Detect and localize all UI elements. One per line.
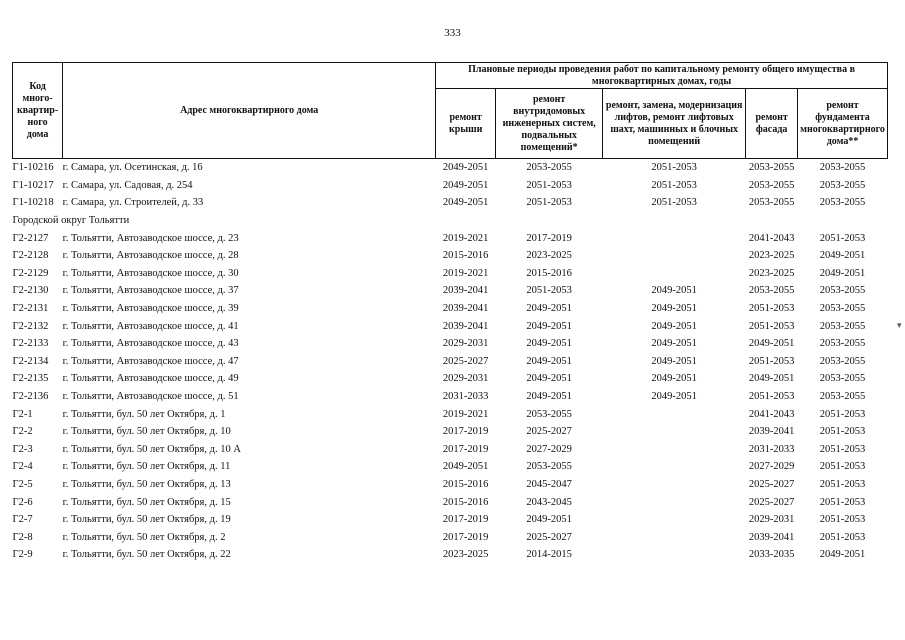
cell-roof: 2019-2021 xyxy=(442,267,489,279)
table-row xyxy=(13,300,888,318)
header-engineering: ремонт внутридомовых инженерных систем, подвальных помещений* xyxy=(496,89,603,159)
cell-engineering: 2014-2015 xyxy=(526,549,572,561)
cell-roof: 2039-2041 xyxy=(442,303,489,315)
cell-foundation: 2051-2053 xyxy=(819,443,866,455)
cell-foundation: 2049-2051 xyxy=(819,549,866,561)
cell-foundation: 2051-2053 xyxy=(819,232,866,244)
cell-facade: 2023-2025 xyxy=(748,250,795,262)
cell-facade: 2049-2051 xyxy=(748,338,795,350)
cell-roof: 2017-2019 xyxy=(442,514,489,526)
cell-foundation: 2053-2055 xyxy=(819,179,866,191)
cell-engineering: 2049-2051 xyxy=(526,514,572,526)
cell-roof: 2039-2041 xyxy=(442,320,489,332)
cell-address: г. Самара, ул. Садовая, д. 254 xyxy=(62,179,193,191)
cell-address: г. Тольятти, бул. 50 лет Октября, д. 1 xyxy=(62,408,226,420)
header-facade: ремонт фасада xyxy=(746,89,798,159)
cell-engineering: 2027-2029 xyxy=(526,443,572,455)
cell-engineering: 2049-2051 xyxy=(526,320,572,332)
table-row xyxy=(13,370,888,388)
cell-code: Г2-6 xyxy=(12,496,33,508)
cell-engineering: 2049-2051 xyxy=(526,391,572,403)
group-label: Городской округ Тольятти xyxy=(12,215,130,227)
cell-engineering: 2051-2053 xyxy=(526,197,572,209)
cell-elevators: 2049-2051 xyxy=(651,303,697,315)
cell-elevators: 2049-2051 xyxy=(651,320,697,332)
cell-address: г. Тольятти, Автозаводское шоссе, д. 41 xyxy=(62,320,239,332)
cell-elevators: 2049-2051 xyxy=(651,338,697,350)
cell-engineering: 2053-2055 xyxy=(526,408,572,420)
cell-roof: 2017-2019 xyxy=(442,426,489,438)
repair-schedule-table xyxy=(12,62,888,564)
cell-foundation: 2053-2055 xyxy=(819,162,866,174)
table-row xyxy=(13,335,888,353)
cell-address: г. Тольятти, бул. 50 лет Октября, д. 10 А xyxy=(62,443,241,455)
cell-facade: 2033-2035 xyxy=(748,549,795,561)
cell-address: г. Тольятти, Автозаводское шоссе, д. 30 xyxy=(62,267,239,279)
cell-elevators xyxy=(603,229,746,247)
cell-roof: 2023-2025 xyxy=(442,549,489,561)
cell-code: Г2-2128 xyxy=(12,250,49,262)
table-row xyxy=(13,159,888,177)
cell-code: Г2-2134 xyxy=(12,355,49,367)
cell-facade: 2053-2055 xyxy=(748,162,795,174)
header-roof: ремонт крыши xyxy=(436,89,496,159)
cell-foundation: 2051-2053 xyxy=(819,478,866,490)
cell-elevators xyxy=(603,476,746,494)
cell-facade: 2053-2055 xyxy=(748,179,795,191)
cell-engineering: 2025-2027 xyxy=(526,531,572,543)
cell-foundation: 2053-2055 xyxy=(819,285,866,297)
cell-foundation: 2051-2053 xyxy=(819,461,866,473)
cell-address: г. Тольятти, бул. 50 лет Октября, д. 11 xyxy=(62,461,231,473)
cell-code: Г2-5 xyxy=(12,478,33,490)
table-row xyxy=(13,423,888,441)
cell-address: г. Самара, ул. Строителей, д. 33 xyxy=(62,197,204,209)
cell-facade: 2053-2055 xyxy=(748,197,795,209)
cell-address: г. Тольятти, Автозаводское шоссе, д. 47 xyxy=(62,355,239,367)
cell-foundation: 2053-2055 xyxy=(819,373,866,385)
table-row xyxy=(13,528,888,546)
table-row xyxy=(13,317,888,335)
cell-roof: 2015-2016 xyxy=(442,250,489,262)
cell-address: г. Тольятти, бул. 50 лет Октября, д. 2 xyxy=(62,531,226,543)
cell-foundation: 2049-2051 xyxy=(819,250,866,262)
cell-code: Г2-4 xyxy=(12,461,33,473)
table-row xyxy=(13,441,888,459)
cell-foundation: 2051-2053 xyxy=(819,531,866,543)
cell-roof: 2025-2027 xyxy=(442,355,489,367)
table-row xyxy=(13,247,888,265)
cell-facade: 2027-2029 xyxy=(748,461,795,473)
cell-engineering: 2015-2016 xyxy=(526,267,572,279)
cell-elevators: 2051-2053 xyxy=(651,179,697,191)
cell-foundation: 2051-2053 xyxy=(819,514,866,526)
cell-code: Г2-2127 xyxy=(12,232,49,244)
cell-roof: 2049-2051 xyxy=(442,162,489,174)
cell-code: Г2-7 xyxy=(12,514,33,526)
cell-elevators xyxy=(603,493,746,511)
cell-code: Г2-8 xyxy=(12,531,33,543)
cell-facade: 2031-2033 xyxy=(748,443,795,455)
cell-elevators xyxy=(603,458,746,476)
table-row xyxy=(13,476,888,494)
cell-foundation: 2051-2053 xyxy=(819,496,866,508)
cell-facade: 2029-2031 xyxy=(748,514,795,526)
cell-elevators xyxy=(603,423,746,441)
cell-foundation: 2049-2051 xyxy=(819,267,866,279)
cell-address: г. Тольятти, бул. 50 лет Октября, д. 15 xyxy=(62,496,231,508)
cell-roof: 2049-2051 xyxy=(442,461,489,473)
cell-code: Г2-2133 xyxy=(12,338,49,350)
cell-roof: 2019-2021 xyxy=(442,408,489,420)
cell-engineering: 2049-2051 xyxy=(526,338,572,350)
cell-facade: 2053-2055 xyxy=(748,285,795,297)
cell-code: Г2-9 xyxy=(12,549,33,561)
cell-facade: 2041-2043 xyxy=(748,408,795,420)
table-row xyxy=(13,194,888,212)
header-elevators: ремонт, замена, модернизация лифтов, ремонт лифтовых шахт, машинных и блочных помещений xyxy=(603,89,746,159)
page-number: 333 xyxy=(444,27,461,39)
cell-engineering: 2053-2055 xyxy=(526,461,572,473)
cell-facade: 2051-2053 xyxy=(748,355,795,367)
cell-facade: 2051-2053 xyxy=(748,391,795,403)
cell-elevators: 2049-2051 xyxy=(651,391,697,403)
cell-code: Г1-10218 xyxy=(12,197,54,209)
cell-foundation: 2051-2053 xyxy=(819,426,866,438)
cell-roof: 2039-2041 xyxy=(442,285,489,297)
cell-roof: 2049-2051 xyxy=(442,179,489,191)
cell-address: г. Тольятти, Автозаводское шоссе, д. 23 xyxy=(62,232,239,244)
cell-elevators xyxy=(603,511,746,529)
cell-facade: 2041-2043 xyxy=(748,232,795,244)
cell-elevators xyxy=(603,405,746,423)
cell-code: Г2-2 xyxy=(12,426,33,438)
table-row xyxy=(13,511,888,529)
cell-address: г. Тольятти, Автозаводское шоссе, д. 28 xyxy=(62,250,239,262)
cell-code: Г1-10216 xyxy=(12,162,54,174)
cell-code: Г2-2130 xyxy=(12,285,49,297)
cell-foundation: 2053-2055 xyxy=(819,338,866,350)
cell-engineering: 2049-2051 xyxy=(526,355,572,367)
scan-mark: ▾ xyxy=(897,320,902,330)
header-address: Адрес многоквартирного дома xyxy=(63,63,436,159)
cell-code: Г2-2132 xyxy=(12,320,49,332)
cell-engineering: 2049-2051 xyxy=(526,303,572,315)
cell-foundation: 2053-2055 xyxy=(819,355,866,367)
cell-facade: 2023-2025 xyxy=(748,267,795,279)
cell-foundation: 2053-2055 xyxy=(819,320,866,332)
cell-code: Г2-3 xyxy=(12,443,33,455)
table-row xyxy=(13,353,888,371)
cell-elevators: 2051-2053 xyxy=(651,197,697,209)
cell-engineering: 2045-2047 xyxy=(526,478,572,490)
cell-facade: 2049-2051 xyxy=(748,373,795,385)
cell-foundation: 2053-2055 xyxy=(819,391,866,403)
cell-address: г. Тольятти, бул. 50 лет Октября, д. 10 xyxy=(62,426,231,438)
cell-engineering: 2025-2027 xyxy=(526,426,572,438)
cell-engineering: 2051-2053 xyxy=(526,179,572,191)
cell-address: г. Тольятти, Автозаводское шоссе, д. 49 xyxy=(62,373,239,385)
table-body xyxy=(13,159,888,564)
cell-address: г. Тольятти, Автозаводское шоссе, д. 39 xyxy=(62,303,239,315)
cell-roof: 2029-2031 xyxy=(442,338,489,350)
cell-engineering: 2049-2051 xyxy=(526,373,572,385)
table-row xyxy=(13,388,888,406)
cell-code: Г2-2136 xyxy=(12,391,49,403)
table-row xyxy=(13,458,888,476)
cell-roof: 2017-2019 xyxy=(442,531,489,543)
cell-address: г. Тольятти, бул. 50 лет Октября, д. 19 xyxy=(62,514,231,526)
cell-roof: 2015-2016 xyxy=(442,478,489,490)
cell-elevators: 2049-2051 xyxy=(651,355,697,367)
table-row xyxy=(13,282,888,300)
cell-code: Г1-10217 xyxy=(12,179,54,191)
cell-address: г. Тольятти, Автозаводское шоссе, д. 51 xyxy=(62,391,239,403)
cell-roof: 2049-2051 xyxy=(442,197,489,209)
cell-foundation: 2053-2055 xyxy=(819,197,866,209)
cell-facade: 2051-2053 xyxy=(748,320,795,332)
cell-roof: 2031-2033 xyxy=(442,391,489,403)
cell-facade: 2051-2053 xyxy=(748,303,795,315)
header-foundation: ремонт фундамента многоквартирного дома** xyxy=(798,89,888,159)
table-row xyxy=(13,405,888,423)
cell-engineering: 2053-2055 xyxy=(526,162,572,174)
cell-roof: 2015-2016 xyxy=(442,496,489,508)
cell-facade: 2039-2041 xyxy=(748,531,795,543)
cell-foundation: 2051-2053 xyxy=(819,408,866,420)
cell-engineering: 2023-2025 xyxy=(526,250,572,262)
cell-elevators xyxy=(603,441,746,459)
cell-engineering: 2017-2019 xyxy=(526,232,572,244)
cell-facade: 2025-2027 xyxy=(748,496,795,508)
cell-elevators: 2049-2051 xyxy=(651,285,697,297)
table-row xyxy=(13,546,888,564)
cell-elevators xyxy=(603,528,746,546)
table-row xyxy=(13,177,888,195)
cell-roof: 2017-2019 xyxy=(442,443,489,455)
cell-code: Г2-2131 xyxy=(12,303,49,315)
cell-address: г. Самара, ул. Осетинская, д. 16 xyxy=(62,162,203,174)
cell-code: Г2-2129 xyxy=(12,267,49,279)
cell-roof: 2019-2021 xyxy=(442,232,489,244)
header-code: Код много-квартир-ного дома xyxy=(13,63,63,159)
cell-engineering: 2043-2045 xyxy=(526,496,572,508)
cell-foundation: 2053-2055 xyxy=(819,303,866,315)
cell-facade: 2039-2041 xyxy=(748,426,795,438)
cell-roof: 2029-2031 xyxy=(442,373,489,385)
cell-engineering: 2051-2053 xyxy=(526,285,572,297)
cell-address: г. Тольятти, бул. 50 лет Октября, д. 13 xyxy=(62,478,231,490)
cell-code: Г2-1 xyxy=(12,408,33,420)
table-row xyxy=(13,265,888,283)
header-planned-periods: Плановые периоды проведения работ по капитальному ремонту общего имущества в многоквартирных домах, годы xyxy=(436,63,888,89)
cell-address: г. Тольятти, Автозаводское шоссе, д. 43 xyxy=(62,338,239,350)
cell-elevators: 2049-2051 xyxy=(651,373,697,385)
cell-address: г. Тольятти, бул. 50 лет Октября, д. 22 xyxy=(62,549,231,561)
cell-elevators xyxy=(603,265,746,283)
table-row xyxy=(13,493,888,511)
group-row xyxy=(13,212,888,230)
cell-facade: 2025-2027 xyxy=(748,478,795,490)
cell-address: г. Тольятти, Автозаводское шоссе, д. 37 xyxy=(62,285,239,297)
cell-elevators xyxy=(603,546,746,564)
cell-elevators: 2051-2053 xyxy=(651,162,697,174)
cell-code: Г2-2135 xyxy=(12,373,49,385)
cell-elevators xyxy=(603,247,746,265)
table-row xyxy=(13,229,888,247)
